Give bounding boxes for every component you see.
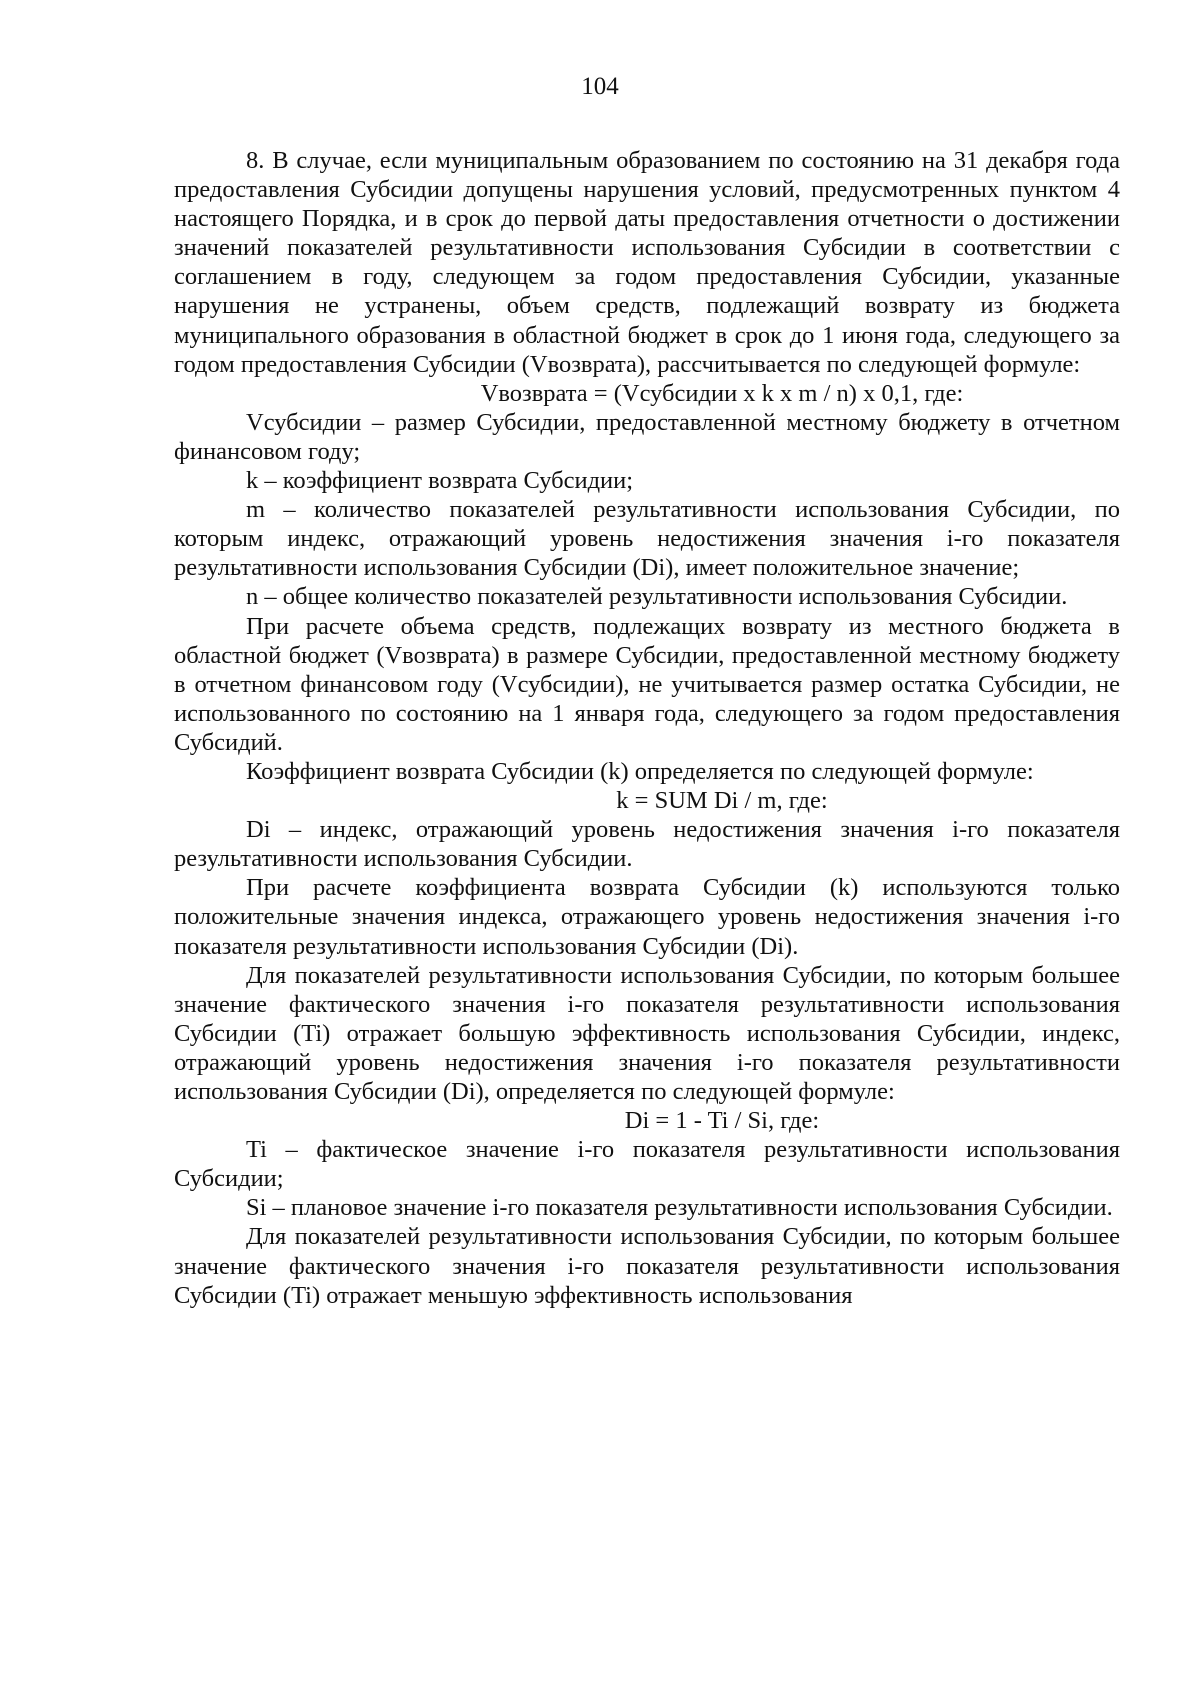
paragraph-si-definition: Si – плановое значение i-го показателя результативности использования Субсидии. bbox=[246, 1194, 1113, 1222]
paragraph-n-definition: n – общее количество показателей результативности использования Субсидии. bbox=[246, 583, 1068, 611]
paragraph-di-definition: Di – индекс, отражающий уровень недостижения значения i-го показателя результативности использования Субсидии. bbox=[174, 816, 1120, 873]
formula-di: Di = 1 - Ti / Si, где: bbox=[624, 1107, 820, 1135]
paragraph-ti-definition: Ti – фактическое значение i-го показателя результативности использования Субсидии; bbox=[174, 1136, 1120, 1193]
paragraph-m-definition: m – количество показателей результативности использования Субсидии, по которым индекс, отражающий уровень недостижения значения i-го показателя результативности использования Субсидии (Di), имеет положительное значение; bbox=[174, 496, 1120, 582]
paragraph-k-positive-values: При расчете коэффициента возврата Субсидии (k) используются только положительные значения индекса, отражающего уровень недостижения значения i-го показателя результативности использования Субсидии (Di). bbox=[174, 874, 1120, 960]
formula-v-vozvrata: Vвозврата = (Vсубсидии x k x m / n) x 0,1, где: bbox=[480, 379, 964, 407]
formula-k: k = SUM Di / m, где: bbox=[616, 787, 828, 815]
paragraph-di-lesser-effectiveness: Для показателей результативности использования Субсидии, по которым большее значение фактического значения i-го показателя результативности использования Субсидии (Ti) отражает меньшую эффективность использования bbox=[174, 1223, 1120, 1309]
paragraph-di-greater-effectiveness: Для показателей результативности использования Субсидии, по которым большее значение фактического значения i-го показателя результативности использования Субсидии (Ti) отражает большую эффективность использования Субсидии, индекс, отражающий уровень недостижения значения i-го показателя результативности использования Субсидии (Di), определяется по следующей формуле: bbox=[174, 961, 1120, 1105]
paragraph-k-formula-intro: Коэффициент возврата Субсидии (k) определяется по следующей формуле: bbox=[246, 757, 1034, 785]
document-body bbox=[174, 146, 1120, 1310]
page-number: 104 bbox=[581, 73, 619, 100]
paragraph-calculation-note: При расчете объема средств, подлежащих возврату из местного бюджета в областной бюджет (Vвозврата) в размере Субсидии, предоставленной местному бюджету в отчетном финансовом году (Vсубсидии), не учитывается размер остатка Субсидии, не использованного по состоянию на 1 января года, следующего за годом предоставления Субсидий. bbox=[174, 612, 1120, 756]
paragraph-clause-8: 8. В случае, если муниципальным образованием по состоянию на 31 декабря года предоставления Субсидии допущены нарушения условий, предусмотренных пунктом 4 настоящего Порядка, и в срок до первой даты предоставления отчетности о достижении значений показателей результативности использования Субсидии в соответствии с соглашением в году, следующем за годом предоставления Субсидии, указанные нарушения не устранены, объем средств, подлежащий возврату из бюджета муниципального образования в областной бюджет в срок до 1 июня года, следующего за годом предоставления Субсидии (Vвозврата), рассчитывается по следующей формуле: bbox=[174, 147, 1120, 378]
paragraph-k-definition: k – коэффициент возврата Субсидии; bbox=[246, 467, 634, 495]
paragraph-v-subsidii-definition: Vсубсидии – размер Субсидии, предоставленной местному бюджету в отчетном финансовом году; bbox=[174, 408, 1120, 465]
